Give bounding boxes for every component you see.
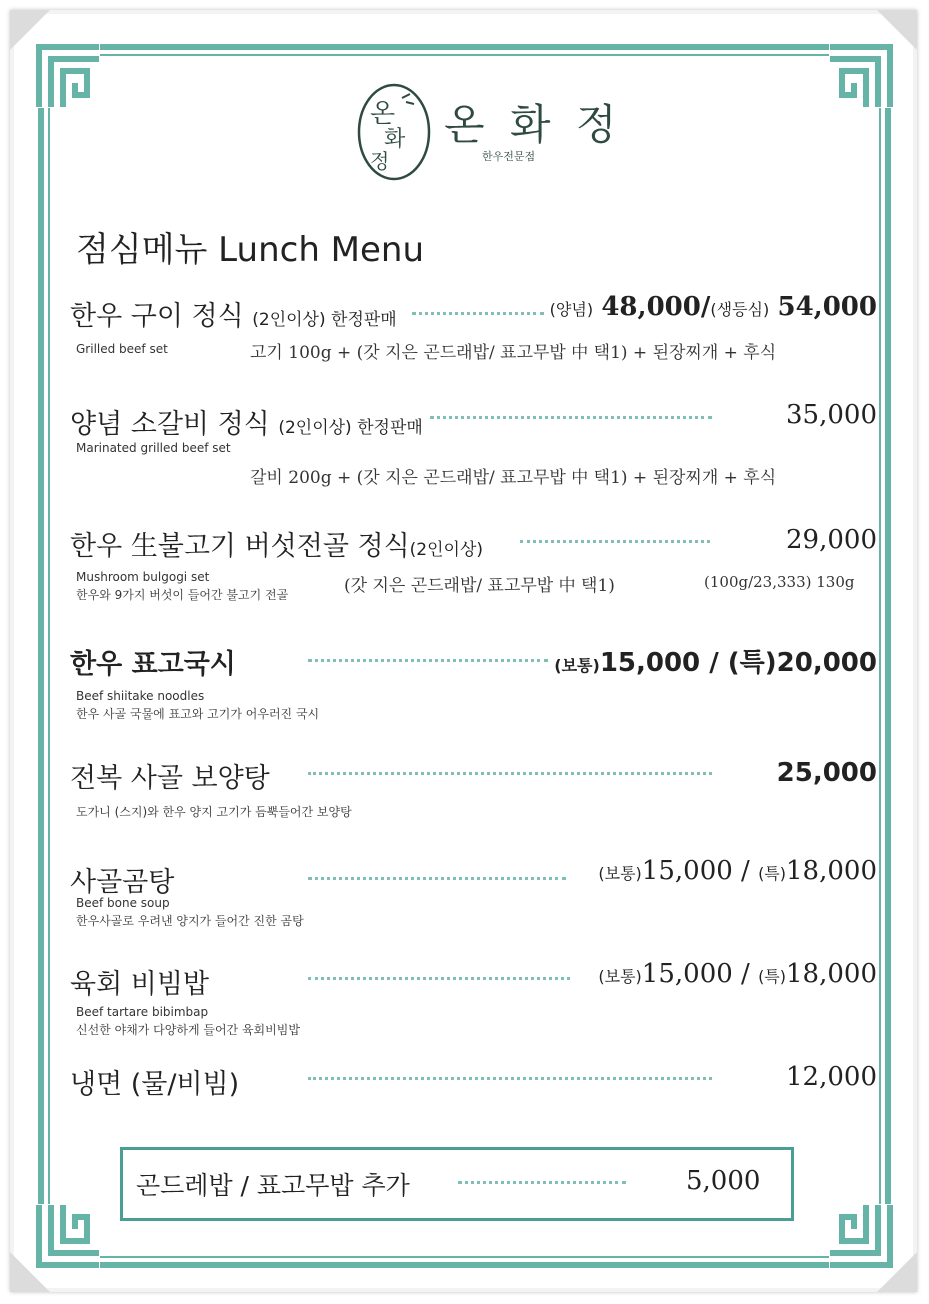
border-top (100, 44, 829, 50)
menu-item-price: 35,000 (786, 400, 877, 430)
border-inner-right (879, 108, 881, 1204)
menu-item-description: 한우사골로 우려낸 양지가 들어간 진한 곰탕 (76, 914, 304, 928)
dot-leader (308, 877, 566, 880)
menu-item-price: (양념) 48,000/(생등심) 54,000 (549, 292, 877, 322)
brand-subtitle: 한우전문점 (482, 150, 536, 163)
corner-ornament-icon (36, 1202, 102, 1268)
menu-item-name: 전복 사골 보양탕 (70, 763, 270, 794)
menu-item-name: 양념 소갈비 정식 (2인이상) 한정판매 (70, 409, 423, 440)
dot-leader (430, 416, 712, 419)
dot-leader (458, 1181, 626, 1184)
svg-text:정: 정 (370, 149, 390, 173)
dot-leader (308, 1077, 712, 1080)
menu-item-english: Grilled beef set (76, 342, 168, 356)
menu-item-description: 도가니 (스지)와 한우 양지 고기가 듬뿍들어간 보양탕 (76, 805, 352, 819)
menu-item-english: Mushroom bulgogi set (76, 570, 210, 584)
menu-item-english: Marinated grilled beef set (76, 441, 231, 455)
menu-item-name: 사골곰탕 (70, 867, 175, 898)
menu-item-english: Beef tartare bibimbap (76, 1005, 209, 1019)
menu-item-english: Beef bone soup (76, 896, 170, 910)
menu-item-price: (보통)15,000 / (특)18,000 (598, 856, 877, 886)
dot-leader (308, 772, 712, 775)
dot-leader (520, 540, 710, 543)
addon-label: 곤드레밥 / 표고무밥 추가 (136, 1171, 410, 1200)
border-inner-top (100, 54, 829, 56)
svg-text:온: 온 (370, 99, 396, 129)
border-inner-bottom (100, 1256, 829, 1258)
border-right (885, 108, 891, 1204)
brand-name: 온 화 정 (444, 100, 623, 149)
border-bottom (100, 1262, 829, 1268)
brand-logo-icon (356, 82, 432, 182)
corner-ornament-icon (827, 1202, 893, 1268)
border-inner-left (48, 108, 50, 1204)
menu-item-detail: 갈비 200g + (갓 지은 곤드래밥/ 표고무밥 中 택1) + 된장찌개 + 후식 (250, 468, 777, 488)
menu-item-name: 냉면 (물/비빔) (70, 1069, 240, 1100)
dot-leader (308, 659, 548, 662)
addon-price: 5,000 (686, 1166, 761, 1196)
border-left (38, 108, 44, 1204)
menu-item-description: 신선한 야채가 다양하게 들어간 육회비빔밥 (76, 1023, 300, 1037)
menu-item-name: 한우 生불고기 버섯전골 정식(2인이상) (70, 531, 484, 562)
menu-item-name: 한우 표고국시 (70, 649, 236, 680)
menu-item-price: 29,000 (786, 525, 877, 555)
menu-item-description: 한우 사골 국물에 표고와 고기가 어우러진 국시 (76, 707, 320, 721)
menu-item-name: 한우 구이 정식 (2인이상) 한정판매 (70, 301, 397, 332)
menu-item-name: 육회 비빔밥 (70, 969, 209, 1000)
menu-item-english: Beef shiitake noodles (76, 689, 205, 703)
svg-text:화: 화 (384, 127, 406, 152)
corner-ornament-icon (36, 44, 102, 110)
menu-item-description: 한우와 9가지 버섯이 들어간 불고기 전골 (76, 588, 289, 602)
dot-leader (308, 977, 570, 980)
menu-item-price: 12,000 (786, 1062, 877, 1092)
menu-item-detail: (갓 지은 곤드래밥/ 표고무밥 中 택1) (344, 576, 615, 596)
menu-item-price: (보통)15,000 / (특)20,000 (554, 648, 877, 678)
dot-leader (412, 312, 544, 315)
menu-item-price: 25,000 (776, 758, 877, 788)
menu-item-weight: (100g/23,333) 130g (704, 573, 855, 591)
menu-item-detail: 고기 100g + (갓 지은 곤드래밥/ 표고무밥 中 택1) + 된장찌개 + 후식 (250, 343, 777, 363)
corner-ornament-icon (827, 44, 893, 110)
menu-title: 점심메뉴 Lunch Menu (76, 230, 425, 270)
menu-item-price: (보통)15,000 / (특)18,000 (598, 959, 877, 989)
